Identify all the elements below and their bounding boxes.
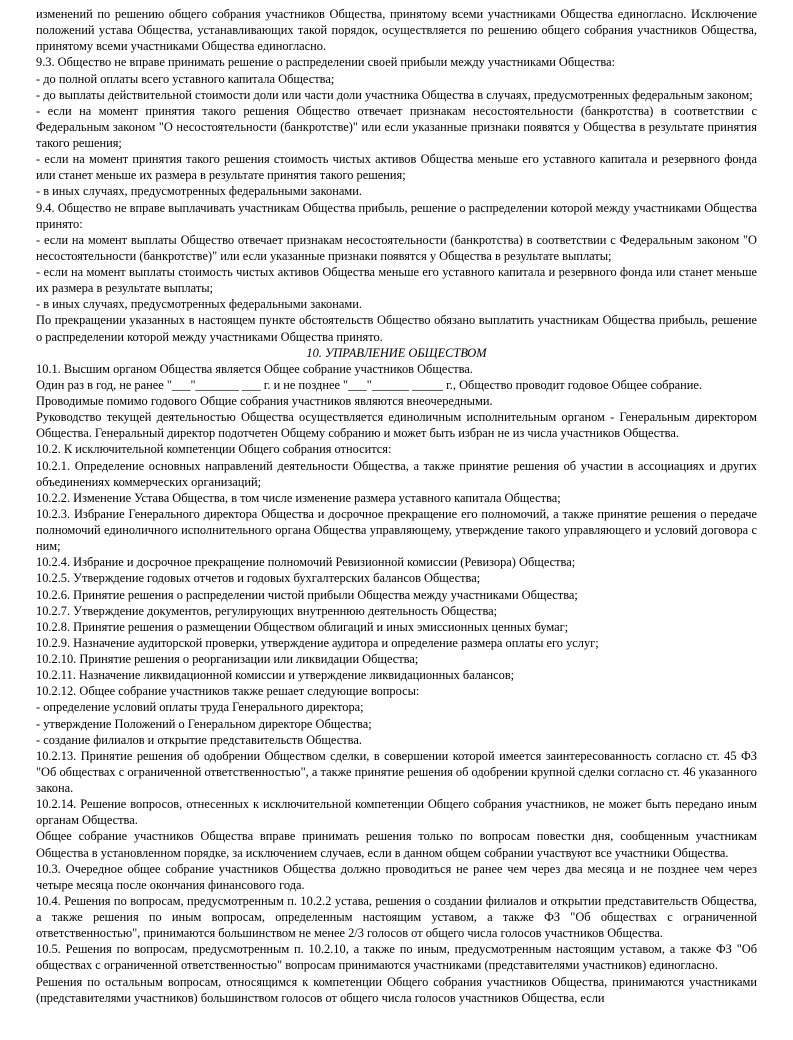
paragraph: - определение условий оплаты труда Генерального директора; (36, 700, 364, 715)
paragraph: Общее собрание участников Общества вправе принимать решения только по вопросам повестки дня, сообщенным участникам Общества в установленном порядке, за исключением случаев, если в данном общем собрании участвуют все участники Общества. (36, 829, 757, 860)
document-body (36, 6, 757, 1006)
paragraph-clause-10-2-1: 10.2.1. Определение основных направлений деятельности Общества, а также принятие решения об участии в ассоциациях и других объединениях коммерческих организаций; (36, 458, 757, 489)
paragraph: - до выплаты действительной стоимости доли или части доли участника Общества в случаях, предусмотренных федеральным законом; (36, 87, 753, 102)
paragraph-clause-10-2-11: 10.2.11. Назначение ликвидационной комиссии и утверждение ликвидационных балансов; (36, 668, 515, 683)
paragraph-clause-10-2-12: 10.2.12. Общее собрание участников также решает следующие вопросы: (36, 684, 420, 699)
paragraph-clause-10-2-6: 10.2.6. Принятие решения о распределении чистой прибыли Общества между участниками Общества; (36, 587, 578, 602)
paragraph: - до полной оплаты всего уставного капитала Общества; (36, 71, 335, 86)
paragraph-clause-10-2-3: 10.2.3. Избрание Генерального директора Общества и досрочное прекращение его полномочий, а также принятие решения о передаче полномочий единоличного исполнительного органа Общества управляющему, утверждение такого управляющего и условий договора с ним; (36, 506, 757, 554)
paragraph-clause-10-2-14: 10.2.14. Решение вопросов, отнесенных к исключительной компетенции Общего собрания участников, не может быть передано иным органам Общества. (36, 797, 757, 828)
paragraph: Один раз в год, не ранее "___"_______ ___ г. и не позднее "___"______ _____ г., Общество проводит годовое Общее собрание. (36, 377, 702, 392)
paragraph-clause-10-3: 10.3. Очередное общее собрание участников Общества должно проводиться не ранее чем через два месяца и не позднее чем через четыре месяца после окончания финансового года. (36, 861, 757, 892)
section-heading-10: 10. УПРАВЛЕНИЕ ОБЩЕСТВОМ (306, 345, 487, 360)
paragraph-clause-10-1: 10.1. Высшим органом Общества является Общее собрание участников Общества. (36, 361, 473, 376)
paragraph-clause-10-2-2: 10.2.2. Изменение Устава Общества, в том числе изменение размера уставного капитала Общества; (36, 490, 561, 505)
paragraph: По прекращении указанных в настоящем пункте обстоятельств Общество обязано выплатить участникам Общества прибыль, решение о распределении которой между участниками Общества принято. (36, 313, 757, 344)
paragraph-clause-10-4: 10.4. Решения по вопросам, предусмотренным п. 10.2.2 устава, решения о создании филиалов и открытии представительств Общества, а также решения по иным вопросам, определенным настоящим уставом, а также ФЗ "Об обществах с ограниченной ответственностью", принимаются большинством не менее 2/3 голосов от общего числа голосов участников Общества. (36, 893, 757, 941)
paragraph: - утверждение Положений о Генеральном директоре Общества; (36, 716, 372, 731)
paragraph: - создание филиалов и открытие представительств Общества. (36, 732, 362, 747)
paragraph: - если на момент принятия такого решения стоимость чистых активов Общества меньше его уставного капитала и резервного фонда или станет меньше их размера в результате принятия такого решения; (36, 152, 757, 183)
paragraph-clause-9-4: 9.4. Общество не вправе выплачивать участникам Общества прибыль, решение о распределении которой между участниками Общества принято: (36, 200, 757, 231)
paragraph-clause-10-2-4: 10.2.4. Избрание и досрочное прекращение полномочий Ревизионной комиссии (Ревизора) Общества; (36, 555, 576, 570)
paragraph: Проводимые помимо годового Общие собрания участников являются внеочередными. (36, 394, 493, 408)
paragraph: - в иных случаях, предусмотренных федеральными законами. (36, 297, 362, 312)
paragraph-clause-10-2-13: 10.2.13. Принятие решения об одобрении Обществом сделки, в совершении которой имеется заинтересованность согласно ст. 45 ФЗ "Об обществах с ограниченной ответственностью", а также принятие решения об одобрении крупной сделки согласно ст. 46 указанного закона. (36, 748, 757, 795)
paragraph-clause-10-2-7: 10.2.7. Утверждение документов, регулирующих внутреннюю деятельность Общества; (36, 603, 498, 618)
paragraph: - если на момент принятия такого решения Общество отвечает признакам несостоятельности (банкротства) в соответствии с Федеральным законом "О несостоятельности (банкротстве)" или если указанные признаки появятся у Общества в результате принятия такого решения; (36, 103, 757, 150)
paragraph-clause-10-2-8: 10.2.8. Принятие решения о размещении Обществом облигаций и иных эмиссионных ценных бумаг; (36, 619, 569, 634)
paragraph-clause-9-3: 9.3. Общество не вправе принимать решение о распределении своей прибыли между участниками Общества: (36, 55, 616, 70)
paragraph: - в иных случаях, предусмотренных федеральными законами. (36, 184, 362, 199)
paragraph: - если на момент выплаты стоимость чистых активов Общества меньше его уставного капитала и резервного фонда или станет меньше их размера в результате выплаты; (36, 265, 757, 296)
paragraph-clause-10-2-5: 10.2.5. Утверждение годовых отчетов и годовых бухгалтерских балансов Общества; (36, 571, 481, 586)
paragraph-clause-10-2: 10.2. К исключительной компетенции Общего собрания относится: (36, 442, 392, 457)
paragraph-clause-10-5: 10.5. Решения по вопросам, предусмотренным п. 10.2.10, а также по иным, предусмотренным настоящим уставом, а также ФЗ "Об обществах с ограниченной ответственностью" вопросам принимаются участниками (представителями участников) единогласно. (36, 942, 757, 973)
paragraph: Руководство текущей деятельностью Общества осуществляется единоличным исполнительным органом - Генеральным директором Общества. Генеральный директор подотчетен Общему собранию и может быть избран не из числа участников Общества. (36, 410, 757, 441)
paragraph: изменений по решению общего собрания участников Общества, принятому всеми участниками Общества единогласно. Исключение положений устава Общества, устанавливающих такой порядок, осуществляется по решению общего собрания участников Общества, принятому всеми участниками Общества единогласно. (36, 7, 757, 54)
paragraph: - если на момент выплаты Общество отвечает признакам несостоятельности (банкротства) в соответствии с Федеральным законом "О несостоятельности (банкротстве)" или если указанные признаки появятся у Общества в результате выплаты; (36, 232, 757, 263)
paragraph: Решения по остальным вопросам, относящимся к компетенции Общего собрания участников Общества, принимаются участниками (представителями участников) большинством голосов от общего числа голосов участников Общества, если (36, 974, 757, 1005)
paragraph-clause-10-2-10: 10.2.10. Принятие решения о реорганизации или ликвидации Общества; (36, 652, 419, 666)
paragraph-clause-10-2-9: 10.2.9. Назначение аудиторской проверки, утверждение аудитора и определение размера оплаты его услуг; (36, 635, 599, 650)
